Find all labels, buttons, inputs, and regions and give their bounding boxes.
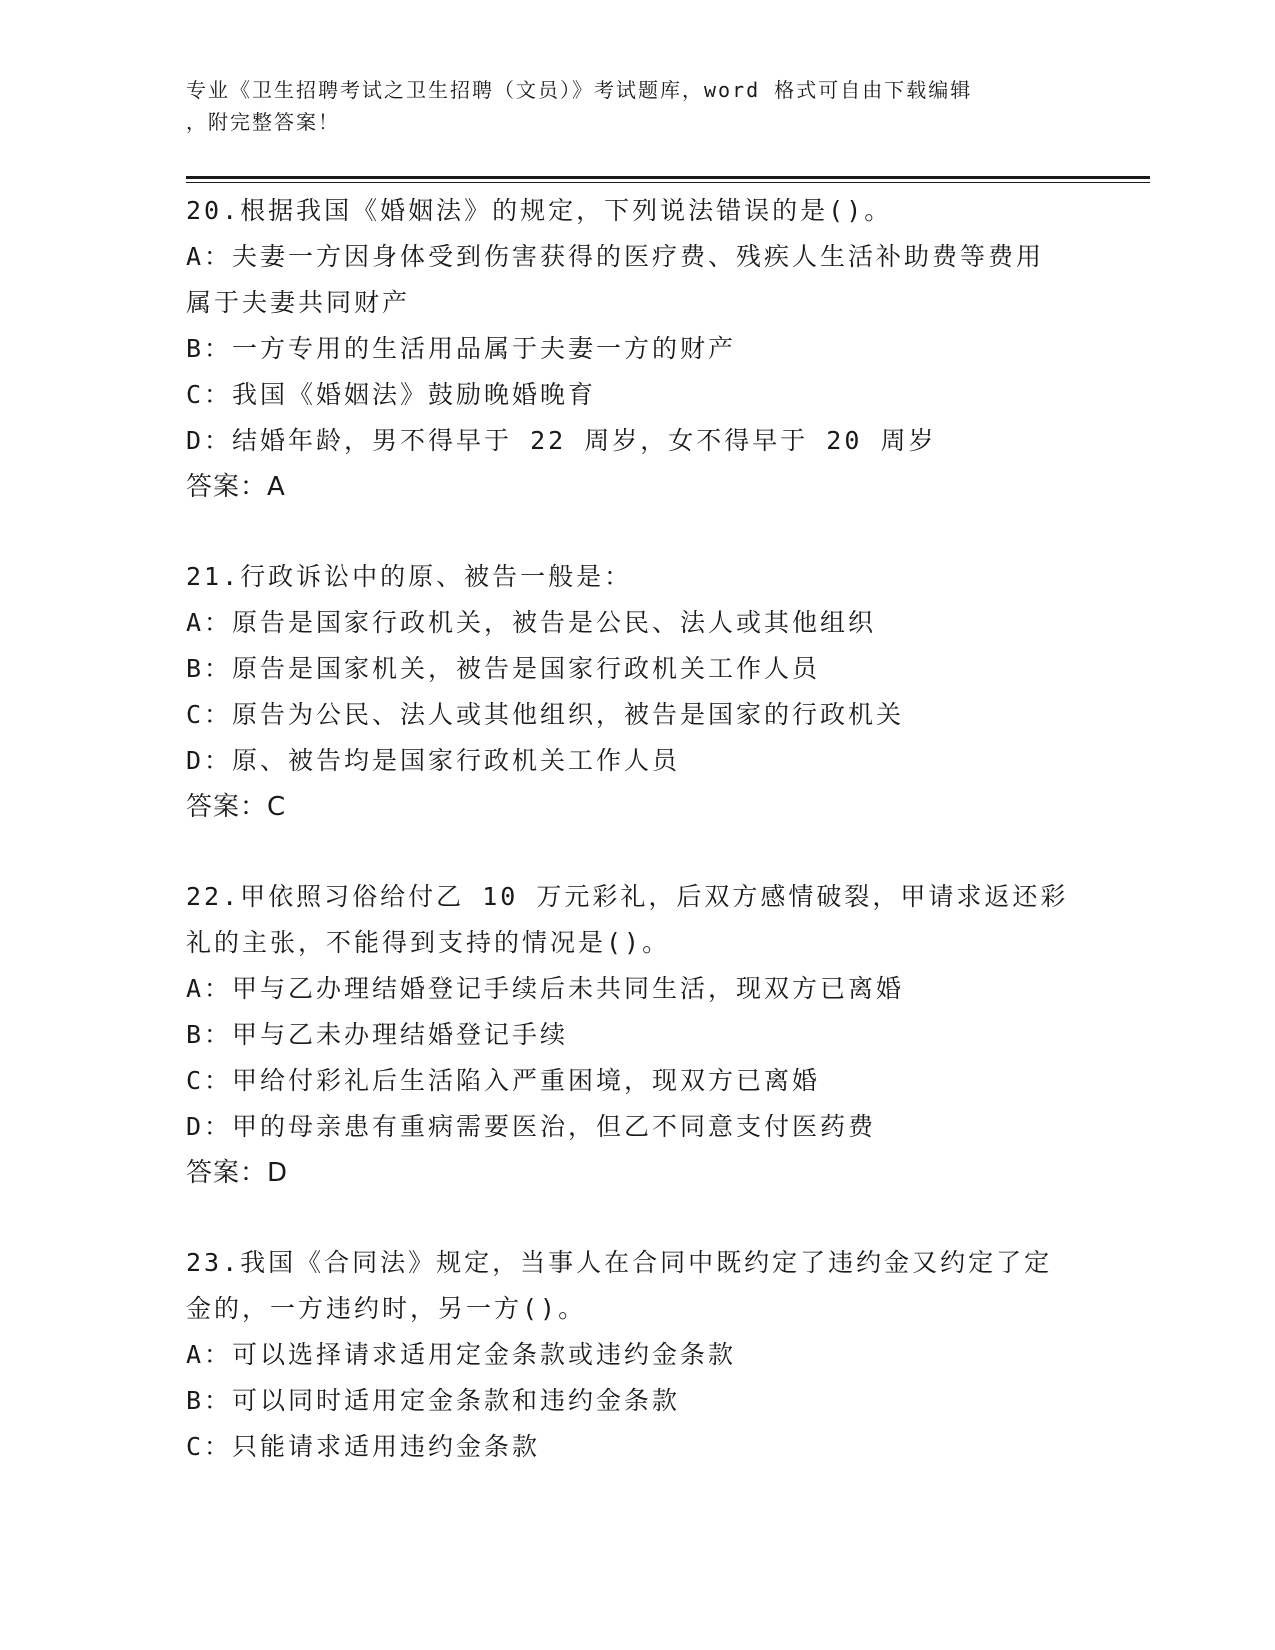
option-a: A：甲与乙办理结婚登记手续后未共同生活，现双方已离婚 bbox=[186, 974, 905, 1003]
question-20 bbox=[186, 188, 1086, 510]
header-divider-thin bbox=[186, 182, 1150, 183]
question-22 bbox=[186, 874, 1086, 1196]
option-b: B：可以同时适用定金条款和违约金条款 bbox=[186, 1386, 681, 1415]
question-stem: 21.行政诉讼中的原、被告一般是： bbox=[186, 562, 633, 591]
option-a: A：夫妻一方因身体受到伤害获得的医疗费、残疾人生活补助费等费用 bbox=[186, 242, 1045, 271]
question-stem-continued: 礼的主张，不能得到支持的情况是()。 bbox=[186, 928, 671, 957]
question-23 bbox=[186, 1240, 1086, 1470]
header-line-1: 专业《卫生招聘考试之卫生招聘（文员）》考试题库，word 格式可自由下载编辑 bbox=[186, 78, 973, 102]
option-a: A：可以选择请求适用定金条款或违约金条款 bbox=[186, 1340, 737, 1369]
option-d: D：原、被告均是国家行政机关工作人员 bbox=[186, 746, 681, 775]
question-stem-continued: 金的，一方违约时，另一方()。 bbox=[186, 1294, 587, 1323]
option-c: C：我国《婚姻法》鼓励晚婚晚育 bbox=[186, 380, 597, 409]
answer-label: 答案：D bbox=[186, 1158, 289, 1188]
option-d: D：甲的母亲患有重病需要医治，但乙不同意支付医药费 bbox=[186, 1112, 877, 1141]
option-a: A：原告是国家行政机关，被告是公民、法人或其他组织 bbox=[186, 608, 877, 637]
option-c: C：原告为公民、法人或其他组织，被告是国家的行政机关 bbox=[186, 700, 905, 729]
question-stem: 22.甲依照习俗给付乙 10 万元彩礼，后双方感情破裂，甲请求返还彩 bbox=[186, 882, 1069, 911]
answer-label: 答案：A bbox=[186, 472, 286, 502]
option-d: D：结婚年龄，男不得早于 22 周岁，女不得早于 20 周岁 bbox=[186, 426, 937, 455]
question-21 bbox=[186, 554, 1086, 830]
document-header bbox=[186, 74, 1066, 138]
option-b: B：甲与乙未办理结婚登记手续 bbox=[186, 1020, 569, 1049]
header-line-2: ，附完整答案！ bbox=[186, 110, 340, 134]
option-b: B：原告是国家机关，被告是国家行政机关工作人员 bbox=[186, 654, 821, 683]
option-b: B：一方专用的生活用品属于夫妻一方的财产 bbox=[186, 334, 737, 363]
answer-label: 答案：C bbox=[186, 792, 287, 822]
header-divider-thick bbox=[186, 176, 1150, 179]
option-a-continued: 属于夫妻共同财产 bbox=[186, 288, 411, 317]
option-c: C：甲给付彩礼后生活陷入严重困境，现双方已离婚 bbox=[186, 1066, 821, 1095]
question-stem: 23.我国《合同法》规定，当事人在合同中既约定了违约金又约定了定 bbox=[186, 1248, 1053, 1277]
question-list bbox=[186, 188, 1086, 1514]
question-stem: 20.根据我国《婚姻法》的规定，下列说法错误的是()。 bbox=[186, 196, 893, 225]
option-c: C：只能请求适用违约金条款 bbox=[186, 1432, 541, 1461]
